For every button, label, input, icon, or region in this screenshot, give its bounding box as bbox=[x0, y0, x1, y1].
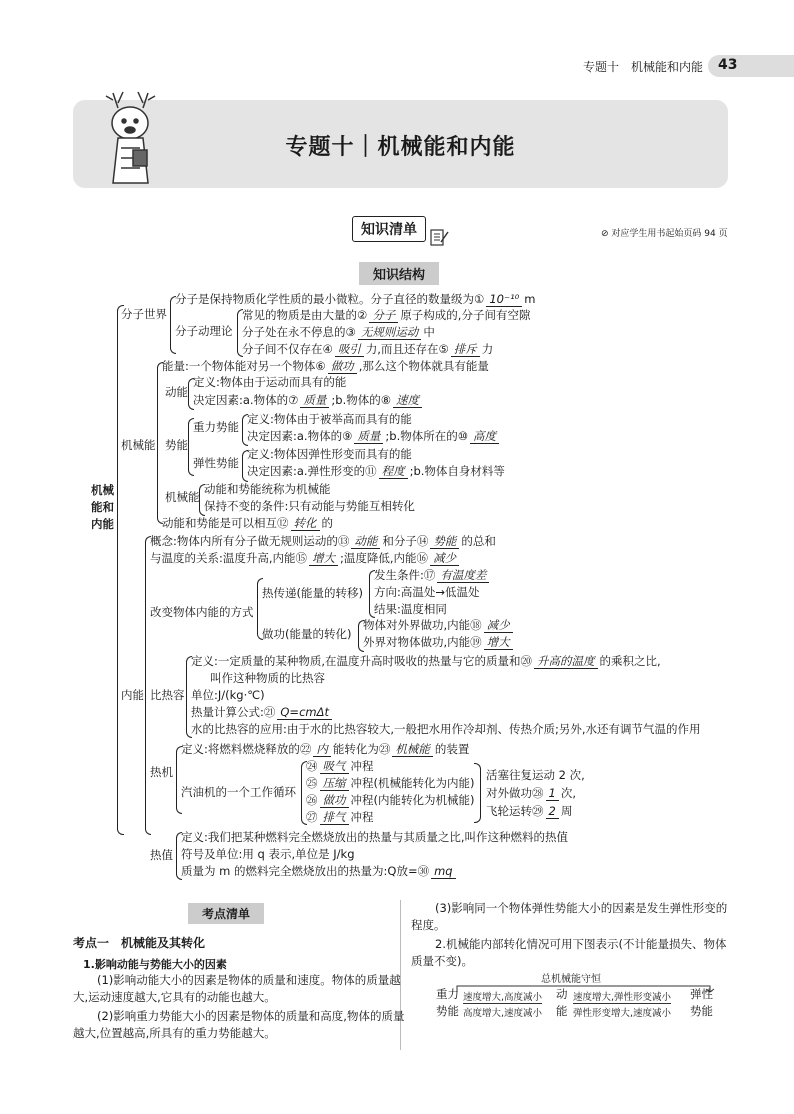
arrow-a-bottom: 高度增大,速度减小 bbox=[463, 1008, 543, 1019]
chapter-title: 专题十｜机械能和内能 bbox=[285, 135, 516, 160]
chapter-banner bbox=[73, 100, 728, 188]
internal-temperature: 与温度的关系:温度升高,内能⑮ 增大 ;温度降低,内能⑯ 减少 bbox=[150, 551, 461, 566]
cycle-result-1: 活塞往复运动 2 次, bbox=[486, 768, 585, 782]
mech-def-2: 保持不变的条件:只有动能与势能互相转化 bbox=[204, 499, 415, 513]
diagram-left-1: 重力 bbox=[436, 987, 459, 1001]
running-header: 专题十 机械能和内能 bbox=[583, 60, 704, 74]
elastic-def: 定义:物体因弹性形变而具有的能 bbox=[247, 447, 412, 461]
cycle-label: 汽油机的一个工作循环 bbox=[181, 785, 296, 799]
internal-concept: 概念:物体内所有分子做无规则运动的⑬ 动能 和分子⑭ 势能 的总和 bbox=[150, 534, 496, 548]
heat-transfer-label: 热传递(能量的转移) bbox=[262, 586, 363, 600]
diagram-right-2: 势能 bbox=[690, 1004, 713, 1018]
gravity-def: 定义:物体由于被举高而具有的能 bbox=[247, 412, 412, 426]
molecule-line-1: 分子是保持物质化学性质的最小微粒。分子直径的数量级为① 10⁻¹⁰ m bbox=[175, 292, 536, 306]
diagram-left-2: 势能 bbox=[436, 1004, 459, 1018]
exam-point-title: 考点一 机械能及其转化 bbox=[73, 936, 206, 950]
internal-energy-label: 内能 bbox=[121, 688, 144, 702]
hv-def: 定义:我们把某种燃料完全燃烧放出的热量与其质量之比,叫作这种燃料的热值 bbox=[181, 830, 569, 844]
diagram-mid-1: 动 bbox=[556, 987, 568, 1001]
ht-condition: 发生条件:⑰ 有温度差 bbox=[374, 568, 491, 583]
ht-direction: 方向:高温处→低温处 bbox=[374, 585, 480, 599]
gravity-factors: 决定因素:a.物体的⑨ 质量 ;b.物体所在的⑩ 高度 bbox=[247, 429, 501, 444]
tree-root: 机械能和内能 bbox=[91, 483, 114, 531]
arrow-a-top: 速度增大,高度减小 bbox=[463, 989, 542, 1004]
energy-def: 能量:一个物体能对另一个物体⑥ 做功 ,那么这个物体就具有能量 bbox=[162, 359, 489, 373]
mech-def-1: 动能和势能统称为机械能 bbox=[204, 482, 331, 496]
kinetic-def: 定义:物体由于运动而具有的能 bbox=[193, 375, 347, 389]
conversion-line: 动能和势能是可以相互⑫ 转化 的 bbox=[162, 516, 333, 530]
shc-unit: 单位:J/(kg·℃) bbox=[191, 688, 265, 702]
work-out: 物体对外界做功,内能⑱ 减少 bbox=[363, 618, 515, 633]
work-in: 外界对物体做功,内能⑲ 增大 bbox=[363, 635, 515, 650]
shc-def-2: 叫作这种物质的比热容 bbox=[210, 671, 325, 685]
exam-list-label: 考点清单 bbox=[188, 903, 264, 924]
knowledge-structure-label: 知识结构 bbox=[359, 262, 439, 285]
work-label: 做功(能量的转化) bbox=[262, 627, 352, 641]
cycle-right-brace bbox=[474, 763, 481, 823]
molecule-line-2: 常见的物质是由大量的② 分子 原子构成的,分子间有空隙 bbox=[242, 308, 531, 322]
exam-para-4: 2.机械能内部转化情况可用下图表示(不计能量损失、物体质量不变)。 bbox=[411, 937, 727, 968]
root-brace bbox=[117, 305, 124, 835]
molecular-theory-label: 分子动理论 bbox=[175, 324, 233, 338]
page-number: 43 bbox=[718, 57, 738, 73]
elastic-factors: 决定因素:a.弹性形变的⑪ 程度 ;b.物体自身材料等 bbox=[247, 464, 505, 478]
heat-engine-label: 热机 bbox=[150, 765, 173, 779]
cycle-result-3: 飞轮运转㉙ 2 周 bbox=[486, 804, 573, 818]
notebook-icon bbox=[428, 228, 450, 248]
mech-sub-label: 机械能 bbox=[165, 490, 200, 504]
kinetic-label: 动能 bbox=[165, 385, 188, 399]
stroke-compression: ㉕ 压缩 冲程(机械能转化为内能) bbox=[306, 776, 475, 790]
exam-subtitle: 1.影响动能与势能大小的因素 bbox=[83, 958, 227, 971]
exam-para-2: (2)影响重力势能大小的因素是物体的质量和高度,物体的质量越大,位置越高,所具有的重力势能越大。 bbox=[73, 1009, 405, 1040]
arrow-b-bottom: 弹性形变增大,速度减小 bbox=[573, 1008, 672, 1019]
potential-label: 势能 bbox=[165, 438, 188, 452]
stroke-power: ㉖ 做功 冲程(内能转化为机械能) bbox=[306, 793, 475, 807]
mech-energy-label: 机械能 bbox=[121, 438, 156, 452]
specific-heat-label: 比热容 bbox=[150, 688, 185, 702]
diagram-mid-2: 能 bbox=[556, 1004, 568, 1018]
engine-def: 定义:将燃料燃烧释放的㉒ 内 能转化为㉓ 机械能 的装置 bbox=[181, 742, 470, 756]
molecule-line-4: 分子间不仅存在④ 吸引 力,而且还存在⑤ 排斥 力 bbox=[242, 342, 494, 356]
hv-formula: 质量为 m 的燃料完全燃烧放出的热量为:Q放=㉚ mq bbox=[181, 864, 458, 879]
arrow-b-top: 速度增大,弹性形变减小 bbox=[573, 989, 671, 1004]
ht-result: 结果:温度相同 bbox=[374, 602, 447, 616]
elastic-potential-label: 弹性势能 bbox=[193, 456, 239, 470]
gravity-potential-label: 重力势能 bbox=[193, 420, 239, 434]
shc-def: 定义:一定质量的某种物质,在温度升高时吸收的热量与它的质量和⑳ 升高的温度 的乘积之比, bbox=[191, 654, 661, 668]
molecule-line-3: 分子处在永不停息的③ 无规则运动 中 bbox=[242, 325, 435, 339]
stroke-intake: ㉔ 吸气 冲程 bbox=[306, 759, 374, 773]
internal-brace bbox=[145, 536, 151, 835]
exam-para-1: (1)影响动能大小的因素是物体的质量和速度。物体的质量越大,运动速度越大,它具有的动能也越大。 bbox=[73, 973, 401, 1004]
page-reference-note: ⊘ 对应学生用书起始页码 94 页 bbox=[601, 229, 728, 239]
shc-application: 水的比热容的应用:由于水的比热容较大,一般把水用作冷却剂、传热介质;另外,水还有调节气温的作用 bbox=[191, 722, 701, 736]
shc-formula: 热量计算公式:㉑ Q=cmΔt bbox=[191, 705, 334, 720]
change-methods-label: 改变物体内能的方式 bbox=[150, 605, 254, 619]
knowledge-list-label: 知识清单 bbox=[352, 216, 426, 242]
exam-para-3: (3)影响同一个物体弹性势能大小的因素是发生弹性形变的程度。 bbox=[411, 901, 728, 932]
stroke-exhaust: ㉗ 排气 冲程 bbox=[306, 810, 374, 824]
heat-value-label: 热值 bbox=[150, 848, 173, 862]
diagram-top-label: 总机械能守恒 bbox=[541, 974, 601, 985]
page-number-tab bbox=[708, 55, 794, 77]
molecular-world-label: 分子世界 bbox=[121, 307, 167, 321]
cycle-result-2: 对外做功㉘ 1 次, bbox=[486, 786, 576, 800]
diagram-right-1: 弹性 bbox=[690, 987, 713, 1001]
kinetic-factors: 决定因素:a.物体的⑦ 质量 ;b.物体的⑧ 速度 bbox=[193, 393, 424, 408]
book-icon: ⊘ bbox=[601, 229, 609, 239]
mech-brace bbox=[157, 362, 163, 524]
hv-unit: 符号及单位:用 q 表示,单位是 J/kg bbox=[181, 847, 355, 861]
